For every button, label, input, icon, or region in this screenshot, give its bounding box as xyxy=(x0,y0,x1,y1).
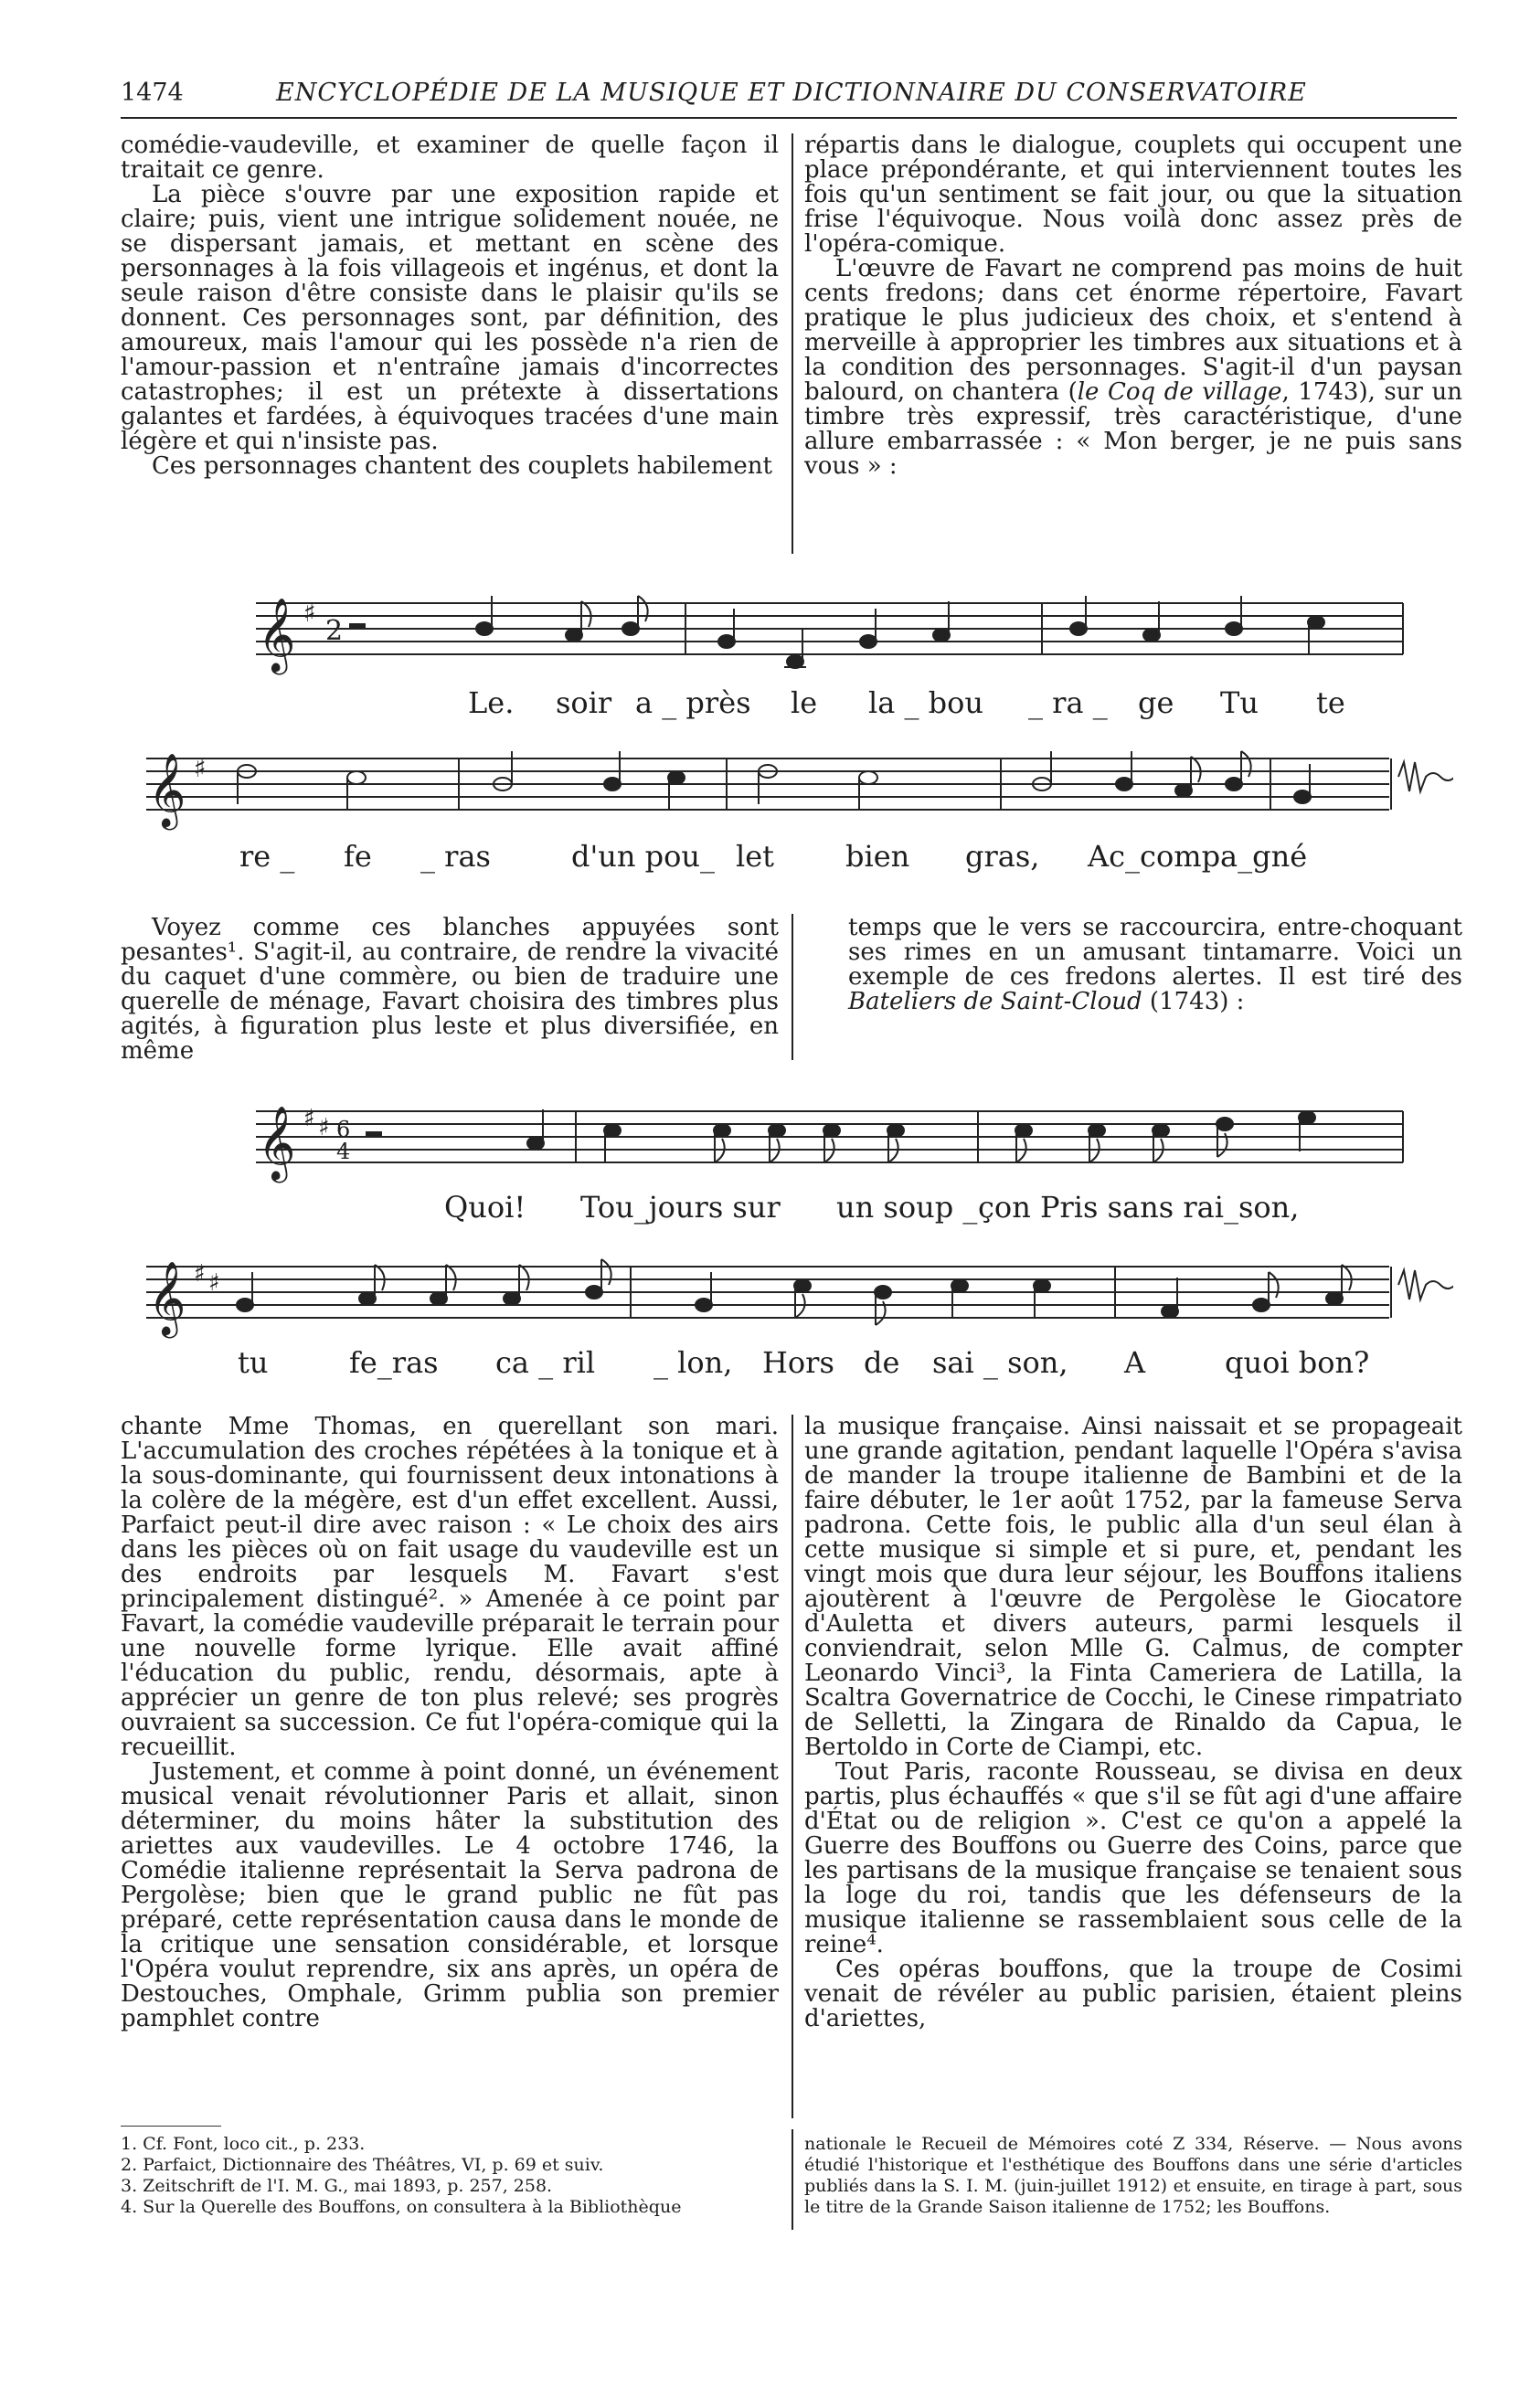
syllable: _ ra _ xyxy=(1028,685,1108,720)
syllable: soir xyxy=(556,685,612,720)
syllable: çon Pris sans rai_son, xyxy=(978,1190,1300,1225)
syllable: te xyxy=(1316,685,1345,720)
svg-text:♯: ♯ xyxy=(303,598,316,628)
paragraph: temps que le vers se raccourcira, entre-choquant ses rimes en un amusant tintamarre. Voici un exemple de ces fredons alertes. Il est tiré des Bateliers de Saint-Cloud (1743) : xyxy=(848,914,1462,1015)
column-divider xyxy=(792,2129,793,2230)
top-right-column xyxy=(804,133,1462,479)
syllable: sai _ son, xyxy=(932,1345,1068,1380)
lyrics-line xyxy=(247,685,1472,722)
footnote: 3. Zeitschrift de l'I. M. G., mai 1893, p. 257, 258. xyxy=(121,2176,553,2196)
syllable: le xyxy=(791,685,818,720)
staff-svg xyxy=(137,740,1453,832)
page-number: 1474 xyxy=(121,79,184,107)
svg-text:𝄞: 𝄞 xyxy=(148,752,186,827)
syllable: Tou_jours sur xyxy=(580,1190,781,1225)
svg-text:♯: ♯ xyxy=(303,1105,315,1132)
running-header xyxy=(121,79,1457,119)
work-title: le Coq de village xyxy=(1077,378,1282,406)
paragraph: Ces opéras bouffons, que la troupe de Cosimi venait de révéler au public parisien, étaient pleins d'ariettes, xyxy=(804,1956,1462,2032)
svg-text:4: 4 xyxy=(336,1139,351,1164)
running-title: ENCYCLOPÉDIE DE LA MUSIQUE ET DICTIONNAIRE DU CONSERVATOIRE xyxy=(276,79,1307,107)
syllable: let xyxy=(736,839,775,874)
column-divider xyxy=(792,133,793,554)
paragraph: Ces personnages chantent des couplets habilement xyxy=(152,452,772,480)
syllable: gras, xyxy=(965,839,1040,874)
bottom-right-column xyxy=(804,1415,1462,2031)
svg-text:♯: ♯ xyxy=(318,1114,330,1141)
footnotes-left xyxy=(121,2134,779,2218)
svg-text:𝄞: 𝄞 xyxy=(258,597,296,672)
syllable: fe xyxy=(344,839,372,874)
syllable: Tu xyxy=(1220,685,1259,720)
paragraph: comédie-vaudeville, et examiner de quelle façon il traitait ce genre. xyxy=(121,132,779,184)
syllable: la _ bou xyxy=(868,685,984,720)
syllable: ca _ ril xyxy=(495,1345,596,1380)
music-staff-1a xyxy=(247,585,1472,676)
svg-text:♯: ♯ xyxy=(208,1269,220,1297)
staff-svg xyxy=(137,1248,1453,1340)
music-staff-2b xyxy=(137,1248,1453,1340)
column-divider xyxy=(792,914,793,1060)
paragraph: L'œuvre de Favart ne comprend pas moins de huit cents fredons; dans cet énorme répertoire, Favart pratique le plus judicieux des choix, et s'entend à merveille à approprier les timbres aux situations et à la condition des personnages. S'agit-il d'un paysan balourd, on chantera (le Coq de village, 1743), sur un timbre très expressif, très caractéristique, d'une allure embarrassée : « Mon berger, je ne puis sans vous » : xyxy=(804,255,1462,480)
svg-text:♯: ♯ xyxy=(194,1260,206,1288)
syllable: Ac_compa_gné xyxy=(1088,839,1308,874)
music-staff-1b xyxy=(137,740,1453,832)
syllable: tu xyxy=(238,1345,269,1380)
bottom-left-column xyxy=(121,1415,779,2031)
svg-text:2: 2 xyxy=(325,615,344,647)
syllable: fe_ras xyxy=(349,1345,439,1380)
paragraph: La pièce s'ouvre par une exposition rapide et claire; puis, vient une intrigue solidement nouée, ne se dispersant jamais, et mettant en scène des personnages à la fois villageois et ingénus, et dont la seule raison d'être consiste dans le plaisir qu'ils se donnent. Ces personnages sont, par définition, des amoureux, mais l'amour qui les possède n'a rien de l'amour-passion et n'entraîne jamais d'incorrectes catastrophes; il est un prétexte à dissertations galantes et fardées, à équivoques tracées d'une main légère et qui n'insiste pas. xyxy=(121,181,779,455)
svg-text:𝄞: 𝄞 xyxy=(258,1105,296,1180)
work-title: Bateliers de Saint-Cloud xyxy=(848,988,1142,1015)
footnote: 2. Parfaict, Dictionnaire des Théâtres, VI, p. 69 et suiv. xyxy=(121,2155,604,2175)
syllable: Quoi! xyxy=(444,1190,526,1225)
footnotes-right xyxy=(804,2134,1462,2218)
lyrics-line xyxy=(247,1190,1472,1226)
staff-svg xyxy=(247,585,1472,676)
music-staff-2a xyxy=(247,1093,1472,1184)
footnote: 4. Sur la Querelle des Bouffons, on consultera à la Bibliothèque xyxy=(121,2197,682,2217)
syllable: bien xyxy=(845,839,910,874)
syllable: a _ près xyxy=(635,685,751,720)
svg-text:♯: ♯ xyxy=(194,753,207,783)
footnote-rule xyxy=(121,2126,221,2127)
syllable: quoi bon? xyxy=(1225,1345,1370,1380)
syllable: A xyxy=(1124,1345,1146,1380)
paragraph: Justement, et comme à point donné, un événement musical venait révolutionner Paris et allait, sinon déterminer, du moins hâter la substitution des ariettes aux vaudevilles. Le 4 octobre 1746, la Comédie italienne représentait la Serva padrona de Pergolèse; bien que le grand public ne fût pas préparé, cette représentation causa dans le monde de la critique une sensation considérable, et lorsque l'Opéra voulut reprendre, six ans après, un opéra de Destouches, Omphale, Grimm publia son premier pamphlet contre xyxy=(121,1758,779,2032)
paragraph: chante Mme Thomas, en querellant son mari. L'accumulation des croches répétées à la tonique et à la sous-dominante, qui fournissent deux intonations à la colère de la mégère, est d'un effet excellent. Aussi, Parfaict peut-il dire avec raison : « Le choix des airs dans les pièces où on fait usage du vaudeville est un des endroits par lesquels M. Favart s'est principalement distingué². » Amenée à ce point par Favart, la comédie vaudeville préparait le terrain pour une nouvelle forme lyrique. Elle avait affiné l'éducation du public, rendu, désormais, apte à apprécier un genre de ton plus relevé; ses progrès ouvraient sa succession. Ce fut l'opéra-comique qui la recueillit. xyxy=(121,1413,779,1761)
footnote: nationale le Recueil de Mémoires coté Z 334, Réserve. — Nous avons étudié l'historique et l'esthétique des Bouffons dans une série d'articles publiés dans la S. I. M. (juin-juillet 1912) et ensuite, en tirage à part, sous le titre de la Grande Saison italienne de 1752; les Bouffons. xyxy=(804,2134,1462,2217)
paragraph: répartis dans le dialogue, couplets qui occupent une place prépondérante, et qui interviennent toutes les fois qu'un sentiment se fait jour, ou que la situation frise l'équivoque. Nous voilà donc assez près de l'opéra-comique. xyxy=(804,132,1462,258)
syllable: _ lon, xyxy=(653,1345,733,1380)
svg-text:6: 6 xyxy=(336,1117,351,1142)
paragraph: la musique française. Ainsi naissait et se propageait une grande agitation, pendant laquelle l'Opéra s'avisa de mander la troupe italienne de Bambini et de la faire débuter, le 1er août 1752, par la fameuse Serva padrona. Cette fois, le public alla d'un seul élan à cette musique si simple et si pure, et, pendant les vingt mois que dura leur séjour, les Bouffons italiens ajoutèrent à l'œuvre de Pergolèse le Giocatore d'Auletta et divers auteurs, parmi lesquels il conviendrait, selon Mlle G. Calmus, de compter Leonardo Vinci³, la Finta Cameriera de Latilla, la Scaltra Governatrice de Cocchi, le Cinese rimpatriato de Selletti, la Zingara de Rinaldo da Capua, le Bertoldo in Corte de Ciampi, etc. xyxy=(804,1413,1462,1761)
footnote: 1. Cf. Font, loco cit., p. 233. xyxy=(121,2134,366,2154)
paragraph: Tout Paris, raconte Rousseau, se divisa en deux partis, plus échauffés « que s'il se fût agi d'une affaire d'État ou de religion ». C'est ce qu'on a appelé la Guerre des Bouffons ou Guerre des Coins, parce que les partisans de la musique française se tenaient sous la loge du roi, tandis que les défenseurs de la musique italienne se rassemblaient sous celle de la reine⁴. xyxy=(804,1758,1462,1958)
svg-text:𝄞: 𝄞 xyxy=(148,1260,186,1335)
lyrics-line xyxy=(137,1345,1453,1382)
syllable: de xyxy=(864,1345,900,1380)
syllable: un soup _ xyxy=(836,1190,978,1225)
syllable: Le. xyxy=(468,685,515,720)
syllable: _ ras xyxy=(420,839,491,874)
syllable: d'un pou_ xyxy=(571,839,716,874)
syllable: re _ xyxy=(239,839,295,874)
column-divider xyxy=(792,1415,793,2118)
mid-left-column xyxy=(121,916,779,1064)
mid-right-column xyxy=(848,916,1462,1014)
paragraph: Voyez comme ces blanches appuyées sont pesantes¹. S'agit-il, au contraire, de rendre la vivacité du caquet d'une commère, ou bien de traduire une querelle de ménage, Favart choisira des timbres plus agités, à figuration plus leste et plus diversifiée, en même xyxy=(121,914,779,1065)
lyrics-line xyxy=(137,839,1453,875)
staff-svg xyxy=(247,1093,1472,1184)
syllable: Hors xyxy=(762,1345,834,1380)
syllable: ge xyxy=(1138,685,1174,720)
top-left-column xyxy=(121,133,779,479)
